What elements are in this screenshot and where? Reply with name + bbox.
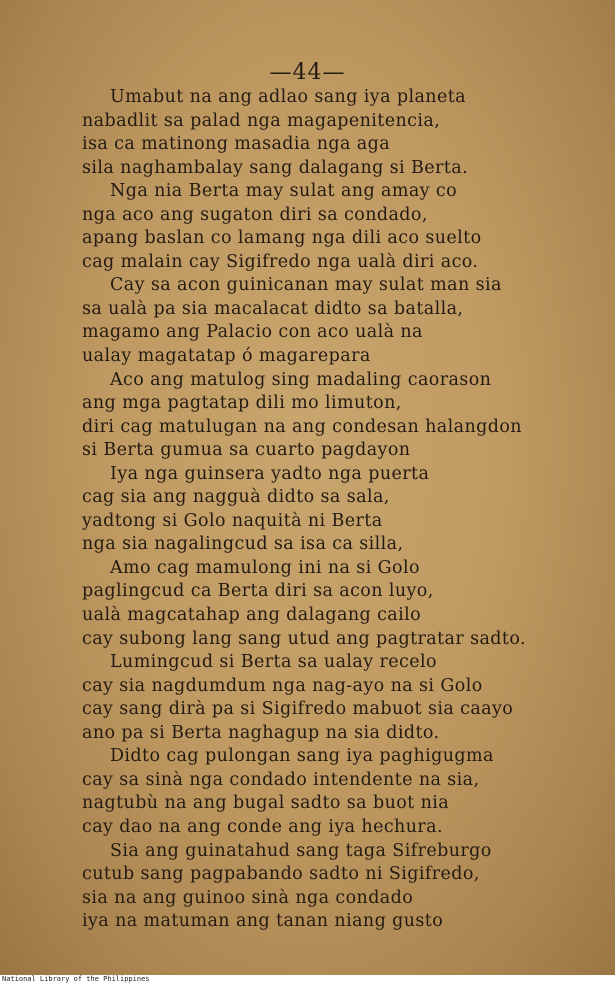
text-line: diri cag matulugan na ang condesan halangdon	[82, 416, 522, 437]
text-line: cay sa sinà nga condado intendente na sia,	[82, 769, 480, 790]
text-line: si Berta gumua sa cuarto pagdayon	[82, 440, 411, 461]
text-line: isa ca matinong masadia nga aga	[82, 134, 391, 155]
text-line: cay sang dirà pa si Sigifredo mabuot sia caayo	[82, 699, 514, 720]
text-line: Sia ang guinatahud sang taga Sifreburgo	[110, 840, 492, 861]
text-line: sia na ang guinoo sinà nga condado	[82, 887, 414, 908]
text-line: magamo ang Palacio con aco ualà na	[82, 322, 423, 343]
text-line: cay dao na ang conde ang iya hechura.	[82, 816, 443, 837]
text-line: Didto cag pulongan sang iya paghigugma	[110, 746, 494, 767]
text-line: ualay magatatap ó magarepara	[82, 346, 371, 367]
text-line: Umabut na ang adlao sang iya planeta	[110, 87, 467, 107]
text-line: nagtubù na ang bugal sadto sa buot nia	[82, 793, 450, 814]
text-line: yadtong si Golo naquità ni Berta	[82, 510, 383, 531]
text-line: sila naghambalay sang dalagang si Berta.	[82, 157, 469, 178]
text-line: ualà magcatahap ang dalagang cailo	[82, 605, 422, 626]
poem-text	[82, 86, 582, 934]
text-line: Iya nga guinsera yadto nga puerta	[110, 463, 430, 484]
text-line: cutub sang pagpabando sadto ni Sigifredo,	[82, 864, 480, 885]
page-number: —44—	[269, 60, 346, 85]
text-line: Nga nia Berta may sulat ang amay co	[110, 181, 458, 202]
text-line: cay subong lang sang utud ang pagtratar sadto.	[82, 628, 526, 649]
text-line: Amo cag mamulong ini na si Golo	[110, 557, 420, 578]
text-line: apang baslan co lamang nga dili aco suelto	[82, 228, 482, 249]
text-line: cag sia ang nagguà didto sa sala,	[82, 487, 390, 508]
text-line: ano pa si Berta naghagup na sia didto.	[82, 722, 440, 743]
text-line: sa ualà pa sia macalacat didto sa batalla,	[82, 298, 464, 319]
library-footer: National Library of the Philippines	[2, 975, 150, 983]
text-line: Cay sa acon guinicanan may sulat man sia	[110, 275, 502, 296]
text-line: iya na matuman ang tanan niang gusto	[82, 911, 444, 932]
text-line: ang mga pagtatap dili mo limuton,	[82, 393, 402, 414]
text-line: nabadlit sa palad nga magapenitencia,	[82, 110, 441, 131]
text-line: Lumingcud si Berta sa ualay recelo	[110, 652, 437, 673]
text-line: nga aco ang sugaton diri sa condado,	[82, 204, 428, 225]
text-line: Aco ang matulog sing madaling caorason	[110, 369, 492, 390]
text-line: cay sia nagdumdum nga nag-ayo na si Golo	[82, 675, 483, 696]
text-line: cag malain cay Sigifredo nga ualà diri aco.	[82, 251, 479, 272]
text-line: paglingcud ca Berta diri sa acon luyo,	[82, 581, 434, 602]
text-line: nga sia nagalingcud sa isa ca silla,	[82, 534, 404, 555]
